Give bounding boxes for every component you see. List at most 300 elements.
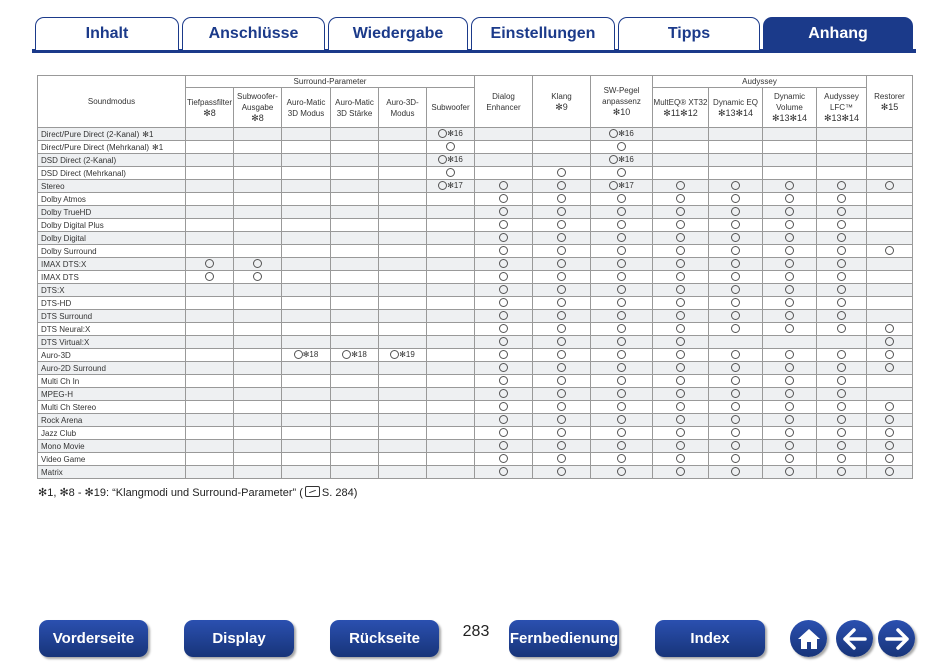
table-cell <box>186 193 234 206</box>
available-circle-icon <box>499 324 508 333</box>
available-circle-icon <box>676 467 685 476</box>
available-circle-icon <box>837 259 846 268</box>
home-button[interactable] <box>790 620 827 657</box>
available-circle-icon <box>785 207 794 216</box>
table-cell <box>234 180 282 193</box>
table-cell <box>379 206 427 219</box>
col-header: Auro-Matic 3D Stärke <box>331 88 379 128</box>
table-cell <box>653 440 709 453</box>
nav-index-button[interactable]: Index <box>655 620 765 657</box>
mode-note: ✻1 <box>142 129 154 139</box>
table-cell <box>591 271 653 284</box>
available-circle-icon <box>731 350 740 359</box>
available-circle-icon <box>499 220 508 229</box>
nav-rueckseite-button[interactable]: Rückseite <box>330 620 439 657</box>
available-circle-icon <box>785 259 794 268</box>
mode-name-cell <box>38 232 186 245</box>
available-circle-icon <box>785 246 794 255</box>
table-cell <box>867 336 913 349</box>
table-cell <box>379 453 427 466</box>
table-cell <box>475 388 533 401</box>
available-circle-icon <box>617 259 626 268</box>
table-cell <box>475 310 533 323</box>
table-row <box>38 401 913 414</box>
table-cell <box>591 258 653 271</box>
available-circle-icon <box>731 415 740 424</box>
table-cell <box>186 375 234 388</box>
table-cell <box>186 219 234 232</box>
cell-note: ✻17 <box>447 181 463 191</box>
available-circle-icon <box>557 376 566 385</box>
table-cell <box>817 154 867 167</box>
available-circle-icon <box>731 285 740 294</box>
table-cell <box>817 258 867 271</box>
available-circle-icon <box>837 194 846 203</box>
table-cell <box>709 284 763 297</box>
available-circle-icon <box>885 402 894 411</box>
available-circle-icon <box>617 441 626 450</box>
table-cell <box>709 154 763 167</box>
table-cell <box>533 375 591 388</box>
table-cell <box>709 362 763 375</box>
table-cell <box>763 336 817 349</box>
mode-name: DTS Virtual:X <box>41 337 90 347</box>
tab-anhang[interactable]: Anhang <box>763 17 913 50</box>
available-circle-icon <box>785 428 794 437</box>
table-cell <box>709 375 763 388</box>
tab-wiedergabe[interactable]: Wiedergabe <box>328 17 468 50</box>
table-cell <box>427 206 475 219</box>
table-cell <box>186 349 234 362</box>
available-circle-icon <box>499 285 508 294</box>
available-circle-icon <box>837 298 846 307</box>
available-circle-icon <box>837 454 846 463</box>
table-cell <box>427 427 475 440</box>
table-cell <box>234 297 282 310</box>
available-circle-icon <box>837 207 846 216</box>
table-cell <box>475 245 533 258</box>
available-circle-icon <box>885 363 894 372</box>
table-cell <box>867 388 913 401</box>
table-cell <box>234 440 282 453</box>
table-cell <box>591 154 653 167</box>
available-circle-icon <box>885 324 894 333</box>
table-cell <box>817 128 867 141</box>
table-cell <box>591 180 653 193</box>
footnote-page-ref[interactable]: S. 284) <box>321 487 358 499</box>
available-circle-icon <box>837 363 846 372</box>
table-cell <box>475 193 533 206</box>
available-circle-icon <box>617 415 626 424</box>
mode-name-cell <box>38 141 186 154</box>
mode-name-cell <box>38 284 186 297</box>
nav-fernbedienung-button[interactable]: Fernbedienung <box>509 620 619 657</box>
table-cell <box>379 141 427 154</box>
available-circle-icon <box>676 285 685 294</box>
mode-name-cell <box>38 154 186 167</box>
table-cell <box>475 128 533 141</box>
table-cell <box>427 271 475 284</box>
table-cell <box>427 453 475 466</box>
table-cell <box>427 414 475 427</box>
table-cell <box>867 310 913 323</box>
table-cell <box>763 375 817 388</box>
table-cell <box>234 245 282 258</box>
table-cell <box>653 414 709 427</box>
table-row <box>38 258 913 271</box>
tab-tipps[interactable]: Tipps <box>618 17 760 50</box>
available-circle-icon <box>617 272 626 281</box>
table-cell <box>427 440 475 453</box>
available-circle-icon <box>731 207 740 216</box>
table-cell <box>591 336 653 349</box>
table-cell <box>379 167 427 180</box>
mode-name-cell <box>38 375 186 388</box>
table-cell <box>186 271 234 284</box>
footnote-text: ✻1, ✻8 - ✻19: “Klangmodi und Surround-Parameter” ( <box>38 487 303 499</box>
col-header: Dynamic EQ ✻13✻14 <box>709 88 763 128</box>
available-circle-icon <box>885 350 894 359</box>
table-cell <box>591 232 653 245</box>
table-cell <box>653 453 709 466</box>
table-cell <box>763 466 817 479</box>
available-circle-icon <box>294 350 303 359</box>
table-cell <box>591 219 653 232</box>
table-cell <box>709 414 763 427</box>
available-circle-icon <box>499 207 508 216</box>
table-cell <box>709 453 763 466</box>
mode-name: Matrix <box>41 467 63 477</box>
table-cell <box>331 440 379 453</box>
table-cell <box>591 167 653 180</box>
table-cell <box>475 466 533 479</box>
table-cell <box>653 128 709 141</box>
table-cell <box>282 219 331 232</box>
table-cell <box>379 440 427 453</box>
table-cell <box>709 141 763 154</box>
table-cell <box>379 336 427 349</box>
available-circle-icon <box>499 259 508 268</box>
mode-name-cell <box>38 310 186 323</box>
table-cell <box>282 375 331 388</box>
available-circle-icon <box>557 454 566 463</box>
page-number: 283 <box>462 623 490 640</box>
available-circle-icon <box>499 181 508 190</box>
table-cell <box>186 414 234 427</box>
mode-name-cell <box>38 193 186 206</box>
table-cell <box>867 271 913 284</box>
table-cell <box>591 466 653 479</box>
mode-name: MPEG-H <box>41 389 73 399</box>
table-cell <box>234 284 282 297</box>
table-cell <box>533 167 591 180</box>
table-cell <box>331 453 379 466</box>
available-circle-icon <box>785 194 794 203</box>
cell-note: ✻18 <box>302 350 319 360</box>
available-circle-icon <box>785 376 794 385</box>
back-button[interactable] <box>836 620 873 657</box>
table-row <box>38 310 913 323</box>
table-cell <box>282 310 331 323</box>
available-circle-icon <box>557 194 566 203</box>
table-cell <box>533 141 591 154</box>
available-circle-icon <box>499 441 508 450</box>
table-row <box>38 193 913 206</box>
col-header: Tiefpassfilter ✻8 <box>186 88 234 128</box>
table-cell <box>186 453 234 466</box>
table-cell <box>186 336 234 349</box>
table-cell <box>867 362 913 375</box>
table-cell <box>763 401 817 414</box>
available-circle-icon <box>731 272 740 281</box>
table-cell <box>653 180 709 193</box>
table-cell <box>533 401 591 414</box>
table-cell <box>591 375 653 388</box>
mode-name: Dolby Surround <box>41 246 97 256</box>
table-cell <box>475 453 533 466</box>
table-cell <box>591 193 653 206</box>
available-circle-icon <box>676 376 685 385</box>
available-circle-icon <box>499 415 508 424</box>
table-cell <box>331 466 379 479</box>
available-circle-icon <box>499 194 508 203</box>
available-circle-icon <box>885 246 894 255</box>
available-circle-icon <box>731 376 740 385</box>
mode-name: Dolby Digital Plus <box>41 220 104 230</box>
table-cell <box>817 206 867 219</box>
table-row <box>38 219 913 232</box>
available-circle-icon <box>499 350 508 359</box>
table-cell <box>591 206 653 219</box>
table-cell <box>331 310 379 323</box>
table-cell <box>817 323 867 336</box>
available-circle-icon <box>617 285 626 294</box>
table-cell <box>591 245 653 258</box>
table-cell <box>427 141 475 154</box>
available-circle-icon <box>617 220 626 229</box>
table-cell <box>763 206 817 219</box>
cell-note: ✻16 <box>618 155 634 165</box>
available-circle-icon <box>617 311 626 320</box>
mode-name: DTS Surround <box>41 311 93 321</box>
available-circle-icon <box>499 363 508 372</box>
table-cell <box>817 466 867 479</box>
tab-inhalt[interactable]: Inhalt <box>35 17 179 50</box>
table-cell <box>427 284 475 297</box>
table-cell <box>186 232 234 245</box>
table-cell <box>533 154 591 167</box>
available-circle-icon <box>253 272 262 281</box>
table-cell <box>379 362 427 375</box>
available-circle-icon <box>557 207 566 216</box>
table-cell <box>533 128 591 141</box>
table-cell <box>867 414 913 427</box>
mode-name: IMAX DTS:X <box>41 259 87 269</box>
available-circle-icon <box>617 467 626 476</box>
available-circle-icon <box>557 389 566 398</box>
table-cell <box>331 141 379 154</box>
table-cell <box>817 349 867 362</box>
table-cell <box>709 388 763 401</box>
table-cell <box>817 414 867 427</box>
available-circle-icon <box>785 441 794 450</box>
table-cell <box>379 284 427 297</box>
surround-parameter-group: Surround-Parameter <box>186 76 475 88</box>
table-cell <box>282 193 331 206</box>
nav-display-button[interactable]: Display <box>184 620 294 657</box>
table-cell <box>234 323 282 336</box>
table-cell <box>533 427 591 440</box>
available-circle-icon <box>557 220 566 229</box>
table-cell <box>234 141 282 154</box>
table-row <box>38 466 913 479</box>
table-cell <box>282 349 331 362</box>
table-cell <box>533 284 591 297</box>
table-cell <box>234 414 282 427</box>
table-cell <box>234 219 282 232</box>
available-circle-icon <box>731 389 740 398</box>
table-cell <box>653 206 709 219</box>
table-cell <box>867 401 913 414</box>
table-cell <box>282 154 331 167</box>
table-cell <box>379 427 427 440</box>
table-cell <box>817 453 867 466</box>
table-cell <box>867 466 913 479</box>
table-cell <box>591 414 653 427</box>
table-cell <box>763 310 817 323</box>
table-cell <box>427 154 475 167</box>
table-cell <box>817 167 867 180</box>
table-cell <box>379 375 427 388</box>
table-cell <box>763 271 817 284</box>
available-circle-icon <box>557 259 566 268</box>
available-circle-icon <box>731 298 740 307</box>
table-cell <box>186 128 234 141</box>
table-cell <box>331 297 379 310</box>
available-circle-icon <box>499 311 508 320</box>
table-cell <box>234 206 282 219</box>
table-cell <box>867 206 913 219</box>
mode-name: DTS:X <box>41 285 65 295</box>
table-cell <box>763 219 817 232</box>
mode-name: Dolby Digital <box>41 233 86 243</box>
table-cell <box>817 271 867 284</box>
table-cell <box>867 323 913 336</box>
table-cell <box>475 232 533 245</box>
table-cell <box>427 466 475 479</box>
available-circle-icon <box>617 350 626 359</box>
available-circle-icon <box>609 181 618 190</box>
available-circle-icon <box>731 259 740 268</box>
table-cell <box>817 193 867 206</box>
available-circle-icon <box>837 389 846 398</box>
table-cell <box>234 375 282 388</box>
available-circle-icon <box>557 246 566 255</box>
table-cell <box>763 414 817 427</box>
table-cell <box>653 427 709 440</box>
available-circle-icon <box>785 363 794 372</box>
table-cell <box>282 232 331 245</box>
available-circle-icon <box>617 207 626 216</box>
mode-name: Auro-3D <box>41 350 71 360</box>
table-cell <box>817 141 867 154</box>
table-cell <box>533 362 591 375</box>
available-circle-icon <box>499 402 508 411</box>
available-circle-icon <box>731 402 740 411</box>
table-cell <box>817 375 867 388</box>
table-cell <box>867 128 913 141</box>
available-circle-icon <box>557 181 566 190</box>
available-circle-icon <box>885 415 894 424</box>
available-circle-icon <box>676 311 685 320</box>
table-cell <box>591 284 653 297</box>
table-cell <box>763 323 817 336</box>
available-circle-icon <box>557 337 566 346</box>
mode-name-cell <box>38 440 186 453</box>
table-row <box>38 323 913 336</box>
available-circle-icon <box>785 389 794 398</box>
table-cell <box>186 401 234 414</box>
table-cell <box>282 180 331 193</box>
table-cell <box>331 388 379 401</box>
mode-name-cell <box>38 271 186 284</box>
table-cell <box>867 232 913 245</box>
tab-einstellungen[interactable]: Einstellungen <box>471 17 615 50</box>
nav-vorderseite-button[interactable]: Vorderseite <box>39 620 148 657</box>
tab-anschluesse[interactable]: Anschlüsse <box>182 17 325 50</box>
table-cell <box>763 258 817 271</box>
table-cell <box>709 219 763 232</box>
table-cell <box>709 206 763 219</box>
table-cell <box>379 154 427 167</box>
available-circle-icon <box>731 246 740 255</box>
available-circle-icon <box>885 441 894 450</box>
available-circle-icon <box>837 272 846 281</box>
table-cell <box>234 466 282 479</box>
cell-note: ✻16 <box>447 155 463 165</box>
available-circle-icon <box>617 233 626 242</box>
available-circle-icon <box>617 428 626 437</box>
table-cell <box>533 349 591 362</box>
col-header: MultEQ® XT32 ✻11✻12 <box>653 88 709 128</box>
available-circle-icon <box>731 428 740 437</box>
table-cell <box>475 427 533 440</box>
table-cell <box>475 440 533 453</box>
table-cell <box>331 427 379 440</box>
available-circle-icon <box>205 259 214 268</box>
available-circle-icon <box>499 428 508 437</box>
table-row <box>38 284 913 297</box>
table-cell <box>709 167 763 180</box>
available-circle-icon <box>557 233 566 242</box>
available-circle-icon <box>676 324 685 333</box>
cell-note: ✻17 <box>618 181 634 191</box>
table-cell <box>653 310 709 323</box>
soundmodus-header: Soundmodus <box>38 76 186 128</box>
col-header: SW-Pegel anpassenz ✻10 <box>591 76 653 128</box>
reference-hand-icon <box>305 486 320 497</box>
available-circle-icon <box>837 467 846 476</box>
available-circle-icon <box>731 324 740 333</box>
forward-button[interactable] <box>878 620 915 657</box>
available-circle-icon <box>557 324 566 333</box>
mode-name: Jazz Club <box>41 428 77 438</box>
mode-name: Video Game <box>41 454 86 464</box>
table-cell <box>475 154 533 167</box>
table-cell <box>709 180 763 193</box>
table-cell <box>533 297 591 310</box>
table-cell <box>282 336 331 349</box>
